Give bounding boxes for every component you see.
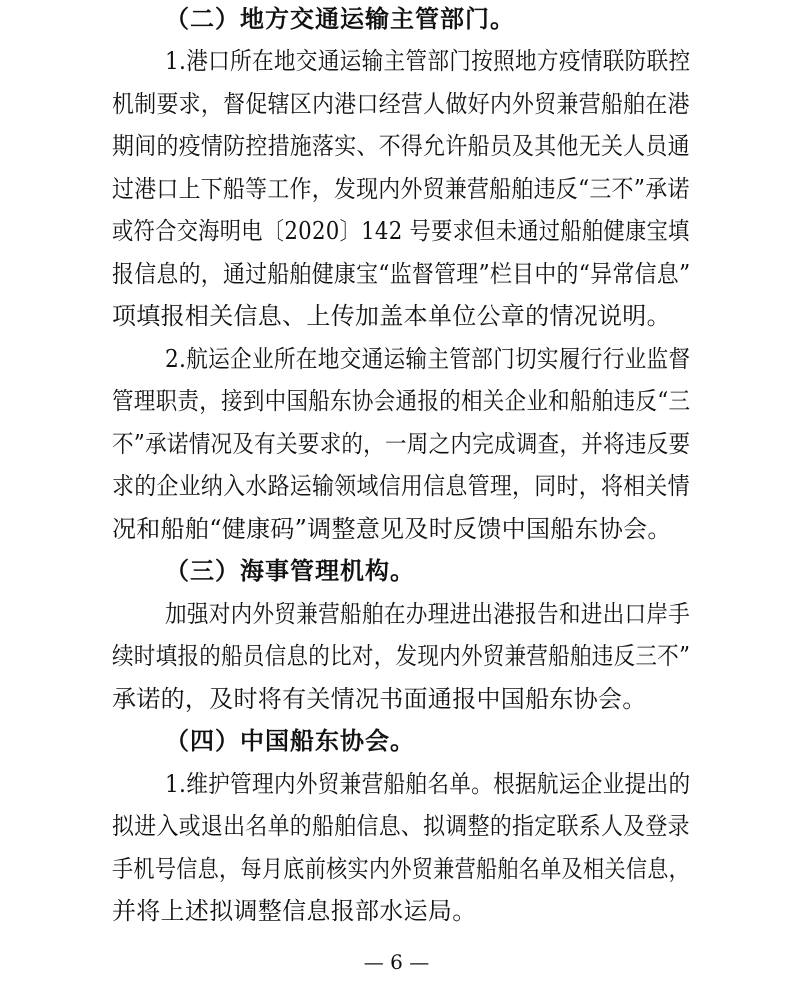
paragraph-line: 不”承诺情况及有关要求的，一周之内完成调查，并将违反要 — [112, 430, 691, 458]
paragraph-line: 加强对内外贸兼营船舶在办理进出港报告和进出口岸手 — [165, 600, 691, 628]
paragraph-line: 1.维护管理内外贸兼营船舶名单。根据航运企业提出的 — [165, 770, 691, 798]
paragraph-line: 续时填报的船员信息的比对，发现内外贸兼营船舶违反三不” — [112, 642, 691, 670]
section-heading: （四）中国船东协会。 — [165, 726, 415, 755]
paragraph-line: 过港口上下船等工作，发现内外贸兼营船舶违反“三不”承诺 — [112, 175, 690, 203]
paragraph-line: 2.航运企业所在地交通运输主管部门切实履行行业监督 — [165, 345, 691, 373]
paragraph-line: 项填报相关信息、上传加盖本单位公章的情况说明。 — [112, 302, 671, 330]
section-heading: （二）地方交通运输主管部门。 — [165, 4, 515, 33]
paragraph-line: 期间的疫情防控措施落实、不得允许船员及其他无关人员通 — [112, 132, 690, 160]
paragraph-line: 拟进入或退出名单的船舶信息、拟调整的指定联系人及登录 — [112, 812, 690, 840]
page-number: — 6 — — [363, 950, 430, 974]
paragraph-line: 手机号信息，每月底前核实内外贸兼营船舶名单及相关信息， — [112, 855, 691, 883]
paragraph-line: 况和船舶“健康码”调整意见及时反馈中国船东协会。 — [112, 515, 672, 543]
section-heading: （三）海事管理机构。 — [165, 556, 415, 585]
paragraph-line: 管理职责，接到中国船东协会通报的相关企业和船舶违反“三 — [112, 387, 691, 415]
paragraph-line: 并将上述拟调整信息报部水运局。 — [112, 897, 477, 925]
paragraph-line: 机制要求，督促辖区内港口经营人做好内外贸兼营船舶在港 — [112, 90, 690, 118]
paragraph-line: 1.港口所在地交通运输主管部门按照地方疫情联防联控 — [165, 47, 691, 75]
paragraph-line: 或符合交海明电〔2020〕142 号要求但未通过船舶健康宝填 — [112, 217, 690, 245]
paragraph-line: 承诺的，及时将有关情况书面通报中国船东协会。 — [112, 685, 647, 713]
paragraph-line: 报信息的，通过船舶健康宝“监督管理”栏目中的“异常信息” — [112, 260, 691, 288]
paragraph-line: 求的企业纳入水路运输领域信用信息管理，同时，将相关情 — [112, 472, 690, 500]
